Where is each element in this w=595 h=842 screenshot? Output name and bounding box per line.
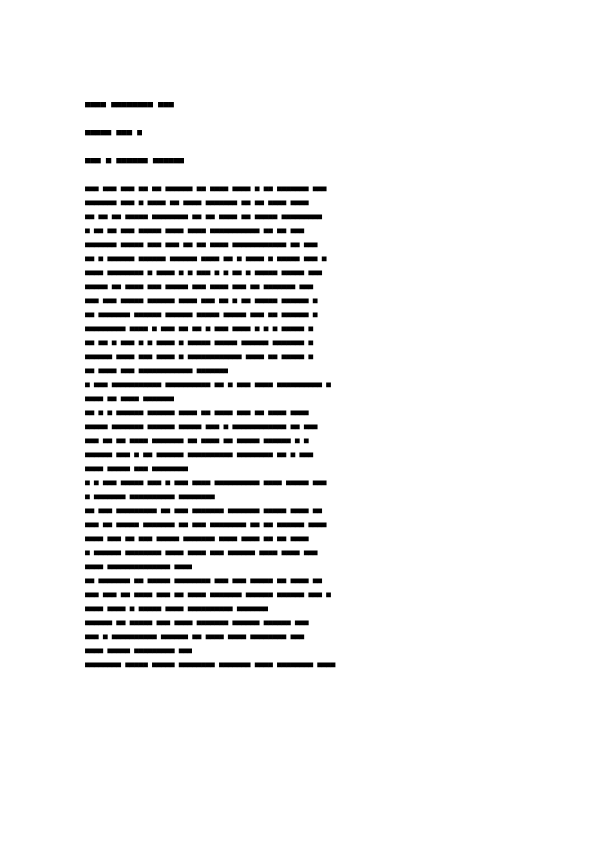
paragraph-5-line-4: ■ ■■■■■■ ■■■■■■■■ ■■■■ ■■■■ ■■■ ■■■■■■ ■■■■ ■■■■ ■■■ [85, 548, 318, 557]
paragraph-5-line-2: ■■■ ■■ ■■■■■ ■■■■■■■ ■■ ■■■ ■■■■■■■■ ■■ ■■ ■■■■■■ ■■■■ [85, 520, 327, 529]
paragraph-1-line-14: ■■ ■■■■ ■■■ ■■■■■■■■■■■■ ■■■■■■■ [85, 366, 228, 375]
paragraph-1-line-4: ■ ■■ ■■ ■■■ ■■■■■ ■■■■ ■■■■ ■■■■■■■■■■■ ■■ ■■ ■■■ [85, 226, 304, 235]
paragraph-3-line-2: ■■■■■ ■■■■■■■ ■■■■■■ ■■■■■ ■■■ ■ ■■■■■■■■■■■■ ■■ ■■■ [85, 422, 318, 431]
paragraph-2-line-1: ■ ■■■ ■■■■■■■■■■■ ■■■■■■■■■■ ■■ ■ ■■■ ■■■■ ■■■■■■■■■■ ■ [85, 380, 331, 389]
paragraph-7-line-1: ■■■■■■ ■■ ■■■■■ ■■■ ■■■■ ■■■■■■■ ■■■■■■ ■■■■■■ ■■■ [85, 618, 309, 627]
paragraph-1-line-10: ■■ ■■■■■■■ ■■■■■■ ■■■■■■ ■■■■■ ■■■■■ ■■■ ■■ ■■■■■■ ■ [85, 310, 318, 319]
paragraph-6-line-2: ■■■ ■■■ ■■ ■■■■ ■■■ ■■ ■■■■ ■■■■■■■ ■■■■■■ ■■■■■■ ■■■ ■ [85, 590, 331, 599]
paragraph-1-line-2: ■■■■■■■ ■■■ ■ ■■■■ ■■ ■■■■ ■■■■■■■ ■■ ■■ ■■■■ ■■■■ [85, 198, 309, 207]
paragraph-3-line-3: ■■■ ■■ ■■ ■■■■ ■■■■■■■ ■■ ■■■■ ■■ ■■■■■ ■■■■■■ ■ ■ [85, 436, 309, 445]
paragraph-7-line-3: ■■■■ ■■■■■ ■■■■■■■■■ ■■■ [85, 646, 193, 655]
paragraph-8-line-1: ■■■■■■■■ ■■■■■ ■■■■■ ■■■■■■■■ ■■■■■■■ ■■■■ ■■■■■■■■ ■■■■ [85, 660, 336, 669]
paragraph-6-line-1: ■■ ■■■■■■■ ■■ ■■■■■ ■■■■■■■■ ■■■ ■■■ ■■■■■ ■■ ■■■■ ■■ [85, 576, 322, 585]
paragraph-1-line-11: ■■■■■■■■■ ■■■■ ■ ■■■ ■■ ■■ ■ ■■■ ■■■■ ■ ■ ■ ■■■■■ ■ [85, 324, 313, 333]
paragraph-4-line-1: ■ ■ ■■■ ■■■■■ ■■■ ■ ■■■ ■■■■ ■■■■■■■■■■ ■■■■ ■■■■■ ■■■ [85, 478, 327, 487]
document-header-line-3: ■■■ ■ ■■■■■■ ■■■■■■ [85, 156, 185, 166]
paragraph-5-line-3: ■■■■ ■■■ ■■ ■■■ ■■■■■ ■■■■■■■ ■■■■ ■■■■ ■■ ■■ ■■■■ [85, 534, 309, 543]
paragraph-4-line-2: ■ ■■■■■■■ ■■■■■■■■■■ ■■■■■■■■ [85, 492, 215, 501]
document-header-line-2: ■■■■■ ■■■ ■ [85, 128, 143, 138]
paragraph-1-line-12: ■■ ■■ ■ ■■■ ■ ■ ■■■■ ■ ■■■■■ ■■■■■ ■■■■■■ ■■■■■■■ ■ [85, 338, 313, 347]
paragraph-5-line-5: ■■■■ ■■■■■■■■■■■■■■ ■■■■ [85, 562, 193, 571]
document-header-line-1: ■■■■ ■■■■■■■■ ■■■ [85, 100, 174, 110]
paragraph-2-line-2: ■■■■ ■■ ■■■■ ■■■■■■■ [85, 394, 175, 403]
paragraph-1-line-6: ■■ ■ ■■■■■■ ■■■■■■ ■■■■■■ ■■■■ ■■ ■ ■■■■ ■ ■■■■■ ■■■ ■ [85, 254, 327, 263]
paragraph-1-line-7: ■■■■ ■■■■■■■■ ■ ■■■■ ■ ■ ■■■ ■ ■ ■■ ■ ■■■■■ ■■■■■ ■■■ [85, 268, 322, 277]
paragraph-1-line-1: ■■■ ■■■ ■■■ ■■ ■■ ■■■■■■ ■■ ■■■■ ■■■■ ■ ■■ ■■■■■■■ ■■■ [85, 184, 327, 193]
paragraph-3-line-1: ■■ ■ ■ ■■■■■■ ■■■■■■ ■■■■ ■■ ■■■■ ■■■ ■■ ■■■■ ■■■■ [85, 408, 309, 417]
paragraph-5-line-1: ■■ ■■■ ■■■■■■■■■ ■■ ■■■ ■■■■■■■ ■■■■■■■ ■■■■■ ■■■■ ■■ [85, 506, 322, 515]
paragraph-7-line-2: ■■■ ■ ■■■■■■■■■■ ■■■■■■ ■■ ■■■■ ■■■■ ■■■■■■■■ ■■■ [85, 632, 304, 641]
paragraph-1-line-5: ■■■■■■■ ■■■■■ ■■■ ■■■ ■■ ■■ ■■■■ ■■■■■■■■■■■■ ■■ ■■■ [85, 240, 318, 249]
paragraph-1-line-13: ■■■■■■ ■■■■ ■■■ ■■■■ ■ ■■■■■■■■■■■■ ■■■■ ■■ ■■■■■ ■ [85, 352, 313, 361]
paragraph-1-line-9: ■■■ ■■■ ■■■■■ ■■■■■■ ■■■■ ■■■ ■■ ■ ■■ ■■■■■ ■■■■■■ ■ [85, 296, 318, 305]
paragraph-1-line-3: ■■ ■■ ■■ ■■■■■ ■■■■■■■■ ■■ ■■ ■■■■ ■■ ■■■■■ ■■■■■■■■■ [85, 212, 322, 221]
paragraph-3-line-5: ■■■■ ■■■■■ ■■■ ■■■■■■■■ [85, 464, 188, 473]
paragraph-1-line-8: ■■■■■ ■■ ■■■■ ■■■ ■■■■■ ■■■ ■■■■ ■■■ ■■ ■■■■■■■ ■■■ [85, 282, 313, 291]
paragraph-6-line-3: ■■■■ ■■■■ ■ ■■■■■ ■■■■ ■■■■■■■■■■ ■■■■■■■ [85, 604, 269, 613]
paragraph-3-line-4: ■■■■■■ ■■■ ■ ■■ ■■■■■■ ■■■■■■■■■■ ■■■■■■■■ ■■ ■ ■■■ [85, 450, 313, 459]
